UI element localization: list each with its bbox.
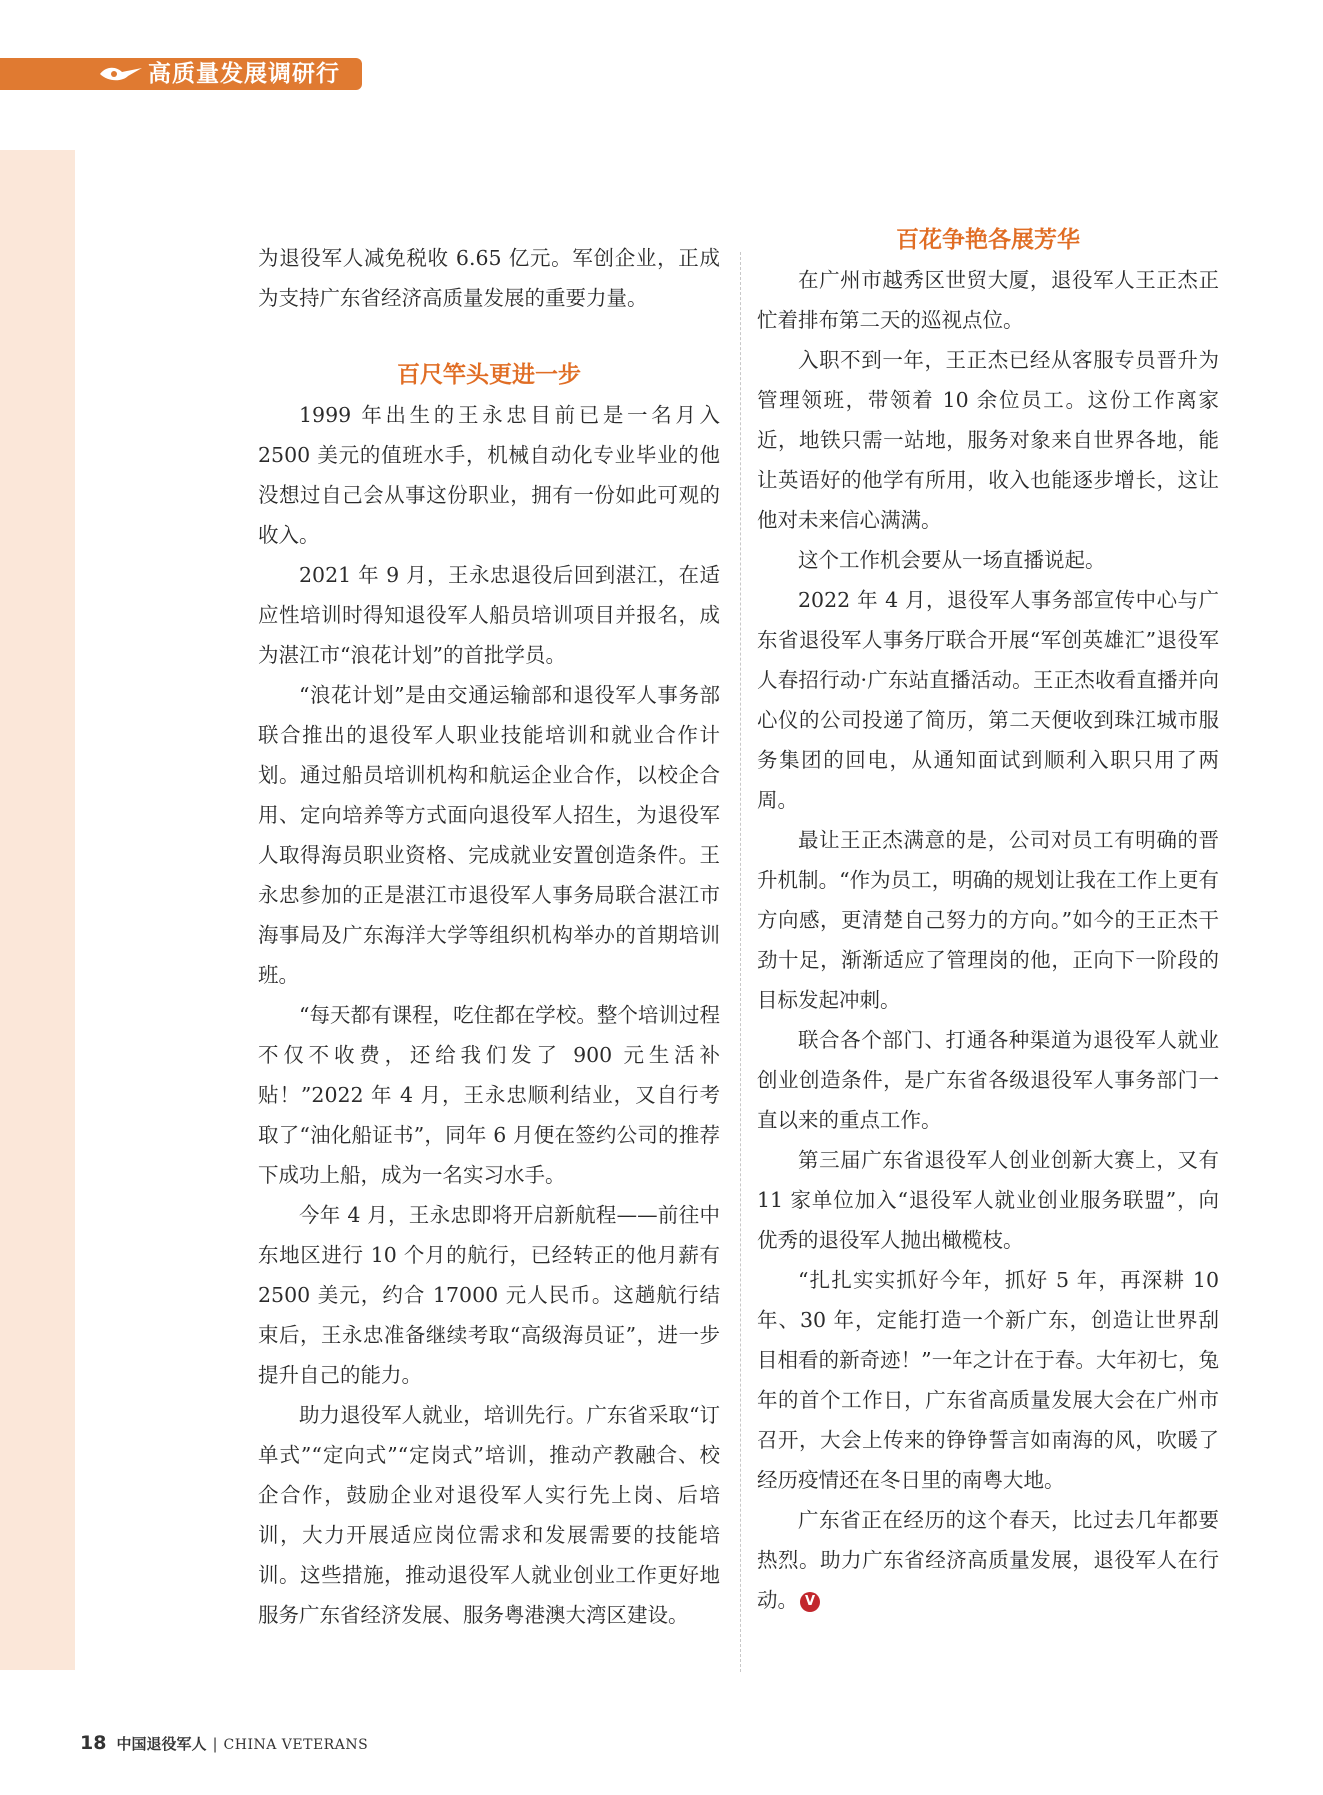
magazine-name: 中国退役军人	[116, 1735, 207, 1753]
body-paragraph: “扎扎实实抓好今年，抓好 5 年，再深耕 10 年、30 年，定能打造一个新广东，创造让世界刮目相看的新奇迹！”一年之计在于春。大年初七，兔年的首个工作日，广东省高质量发展大会在广州市召开，大会上传来的铮铮誓言如南海的风，吹暖了经历疫情还在冬日里的南粤大地。	[757, 1268, 1219, 1492]
closing-text: 广东省正在经历的这个春天，比过去几年都要热烈。助力广东省经济高质量发展，退役军人在行动。	[757, 1508, 1219, 1612]
footer-separator: |	[212, 1735, 218, 1753]
column-divider	[740, 252, 741, 1672]
body-paragraph: 第三届广东省退役军人创业创新大赛上，又有 11 家单位加入“退役军人就业创业服务联盟”，向优秀的退役军人抛出橄榄枝。	[757, 1148, 1219, 1252]
body-paragraph: 联合各个部门、打通各种渠道为退役军人就业创业创造条件，是广东省各级退役军人事务部门一直以来的重点工作。	[757, 1028, 1219, 1132]
body-paragraph: “每天都有课程，吃住都在学校。整个培训过程不仅不收费，还给我们发了 900 元生活补贴！”2022 年 4 月，王永忠顺利结业，又自行考取了“油化船证书”，同年 6 月便在签约公司的推荐下成功上船，成为一名实习水手。	[258, 1003, 720, 1187]
left-column	[258, 238, 720, 1635]
body-paragraph: 这个工作机会要从一场直播说起。	[798, 548, 1106, 572]
body-paragraph: 最让王正杰满意的是，公司对员工有明确的晋升机制。“作为员工，明确的规划让我在工作上更有方向感，更清楚自己努力的方向。”如今的王正杰干劲十足，渐渐适应了管理岗的他，正向下一阶段的目标发起冲刺。	[757, 828, 1219, 1012]
end-mark-icon: V	[800, 1592, 820, 1612]
body-paragraph: 今年 4 月，王永忠即将开启新航程——前往中东地区进行 10 个月的航行，已经转正的他月薪有 2500 美元，约合 17000 元人民币。这趟航行结束后，王永忠准备继续考取“高级海员证”，进一步提升自己的能力。	[258, 1203, 720, 1387]
right-column	[757, 227, 1219, 1620]
veteran-emblem-icon	[98, 64, 144, 84]
body-paragraph: “浪花计划”是由交通运输部和退役军人事务部联合推出的退役军人职业技能培训和就业合作计划。通过船员培训机构和航运企业合作，以校企合用、定向培养等方式面向退役军人招生，为退役军人取得海员职业资格、完成就业安置创造条件。王永忠参加的正是湛江市退役军人事务局联合湛江市海事局及广东海洋大学等组织机构举办的首期培训班。	[258, 683, 720, 987]
body-paragraph: 入职不到一年，王正杰已经从客服专员晋升为管理领班，带领着 10 余位员工。这份工作离家近，地铁只需一站地，服务对象来自世界各地，能让英语好的他学有所用，收入也能逐步增长，这让他对未来信心满满。	[757, 348, 1219, 532]
page-footer	[80, 1731, 368, 1755]
body-paragraph: 在广州市越秀区世贸大厦，退役军人王正杰正忙着排布第二天的巡视点位。	[757, 268, 1219, 332]
section-heading: 百尺竿头更进一步	[397, 362, 581, 388]
body-paragraph	[757, 1500, 1219, 1620]
side-band	[0, 150, 75, 1670]
intro-paragraph: 为退役军人减免税收 6.65 亿元。军创企业，正成为支持广东省经济高质量发展的重要力量。	[258, 246, 720, 310]
body-paragraph: 助力退役军人就业，培训先行。广东省采取“订单式”“定向式”“定岗式”培训，推动产教融合、校企合作，鼓励企业对退役军人实行先上岗、后培训，大力开展适应岗位需求和发展需要的技能培训。这些措施，推动退役军人就业创业工作更好地服务广东省经济发展、服务粤港澳大湾区建设。	[258, 1403, 720, 1627]
section-heading: 百花争艳各展芳华	[896, 227, 1080, 253]
page-number: 18	[80, 1732, 107, 1754]
body-paragraph: 2022 年 4 月，退役军人事务部宣传中心与广东省退役军人事务厅联合开展“军创英雄汇”退役军人春招行动·广东站直播活动。王正杰收看直播并向心仪的公司投递了简历，第二天便收到珠江城市服务集团的回电，从通知面试到顺利入职只用了两周。	[757, 588, 1219, 812]
magazine-name-en: CHINA VETERANS	[223, 1737, 369, 1753]
body-paragraph: 2021 年 9 月，王永忠退役后回到湛江，在适应性培训时得知退役军人船员培训项目并报名，成为湛江市“浪花计划”的首批学员。	[258, 563, 720, 667]
body-paragraph: 1999 年出生的王永忠目前已是一名月入 2500 美元的值班水手，机械自动化专业毕业的他没想过自己会从事这份职业，拥有一份如此可观的收入。	[258, 403, 720, 547]
section-title: 高质量发展调研行	[148, 61, 340, 87]
